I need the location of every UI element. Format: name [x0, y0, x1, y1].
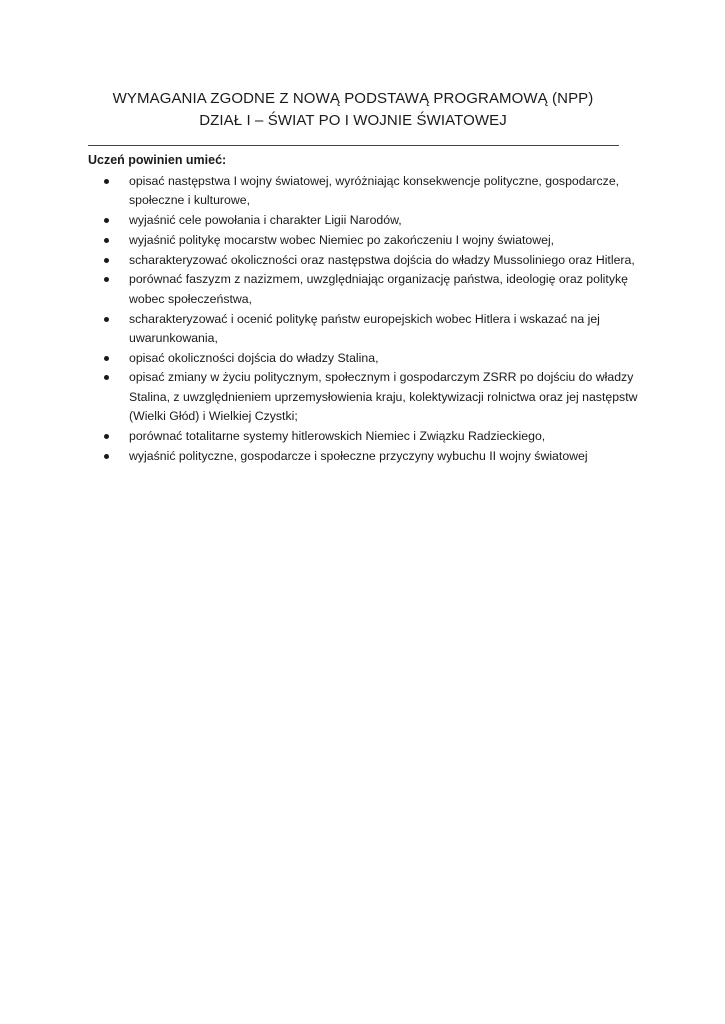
list-item-text: scharakteryzować okoliczności oraz następstwa dojścia do władzy Mussoliniego oraz Hitlera,: [129, 252, 635, 267]
list-item-text: wyjaśnić politykę mocarstw wobec Niemiec po zakończeniu I wojny światowej,: [129, 232, 555, 247]
list-item-text: opisać zmiany w życiu politycznym, społecznym i gospodarczym ZSRR po dojściu do władzy Stalina, z uwzględnieniem uprzemysłowienia kraju, kolektywizacji rolnictwa oraz jej następstw (Wielki Głód) i Wielkiej Czystki;: [129, 370, 638, 424]
list-item-text: opisać następstwa I wojny światowej, wyróżniając konsekwencje polityczne, gospodarcze, społeczne i kulturowe,: [129, 174, 620, 208]
document-title: [86, 88, 620, 132]
list-item: [100, 349, 640, 368]
horizontal-rule: [88, 145, 619, 146]
list-item: [100, 231, 640, 250]
bullet-icon: [104, 258, 109, 263]
bullet-icon: [104, 179, 109, 184]
list-item-text: wyjaśnić cele powołania i charakter Ligii Narodów,: [129, 213, 402, 228]
bullet-icon: [104, 434, 109, 439]
list-item-text: opisać okoliczności dojścia do władzy Stalina,: [129, 350, 379, 365]
list-item: [100, 211, 640, 230]
list-item-text: scharakteryzować i ocenić politykę państw europejskich wobec Hitlera i wskazać na jej uwarunkowania,: [129, 311, 600, 345]
requirements-list: [100, 172, 640, 466]
list-item-text: porównać totalitarne systemy hitlerowskich Niemiec i Związku Radzieckiego,: [129, 428, 546, 443]
title-line-1: WYMAGANIA ZGODNE Z NOWĄ PODSTAWĄ PROGRAMOWĄ (NPP): [112, 90, 594, 107]
lead-heading: Uczeń powinien umieć:: [88, 153, 227, 167]
bullet-icon: [104, 218, 109, 223]
list-item: [100, 368, 640, 426]
list-item: [100, 172, 640, 211]
bullet-icon: [104, 317, 109, 322]
bullet-icon: [104, 375, 109, 380]
list-item: [100, 310, 640, 349]
list-item: [100, 270, 640, 309]
bullet-icon: [104, 356, 109, 361]
bullet-icon: [104, 454, 109, 459]
title-line-2: DZIAŁ I – ŚWIAT PO I WOJNIE ŚWIATOWEJ: [199, 112, 507, 129]
list-item: [100, 447, 640, 466]
bullet-icon: [104, 277, 109, 282]
bullet-icon: [104, 238, 109, 243]
list-item: [100, 251, 640, 270]
list-item-text: wyjaśnić polityczne, gospodarcze i społeczne przyczyny wybuchu II wojny światowej: [129, 448, 588, 463]
list-item: [100, 427, 640, 446]
list-item-text: porównać faszyzm z nazizmem, uwzględniając organizację państwa, ideologię oraz politykę wobec społeczeństwa,: [129, 272, 628, 306]
